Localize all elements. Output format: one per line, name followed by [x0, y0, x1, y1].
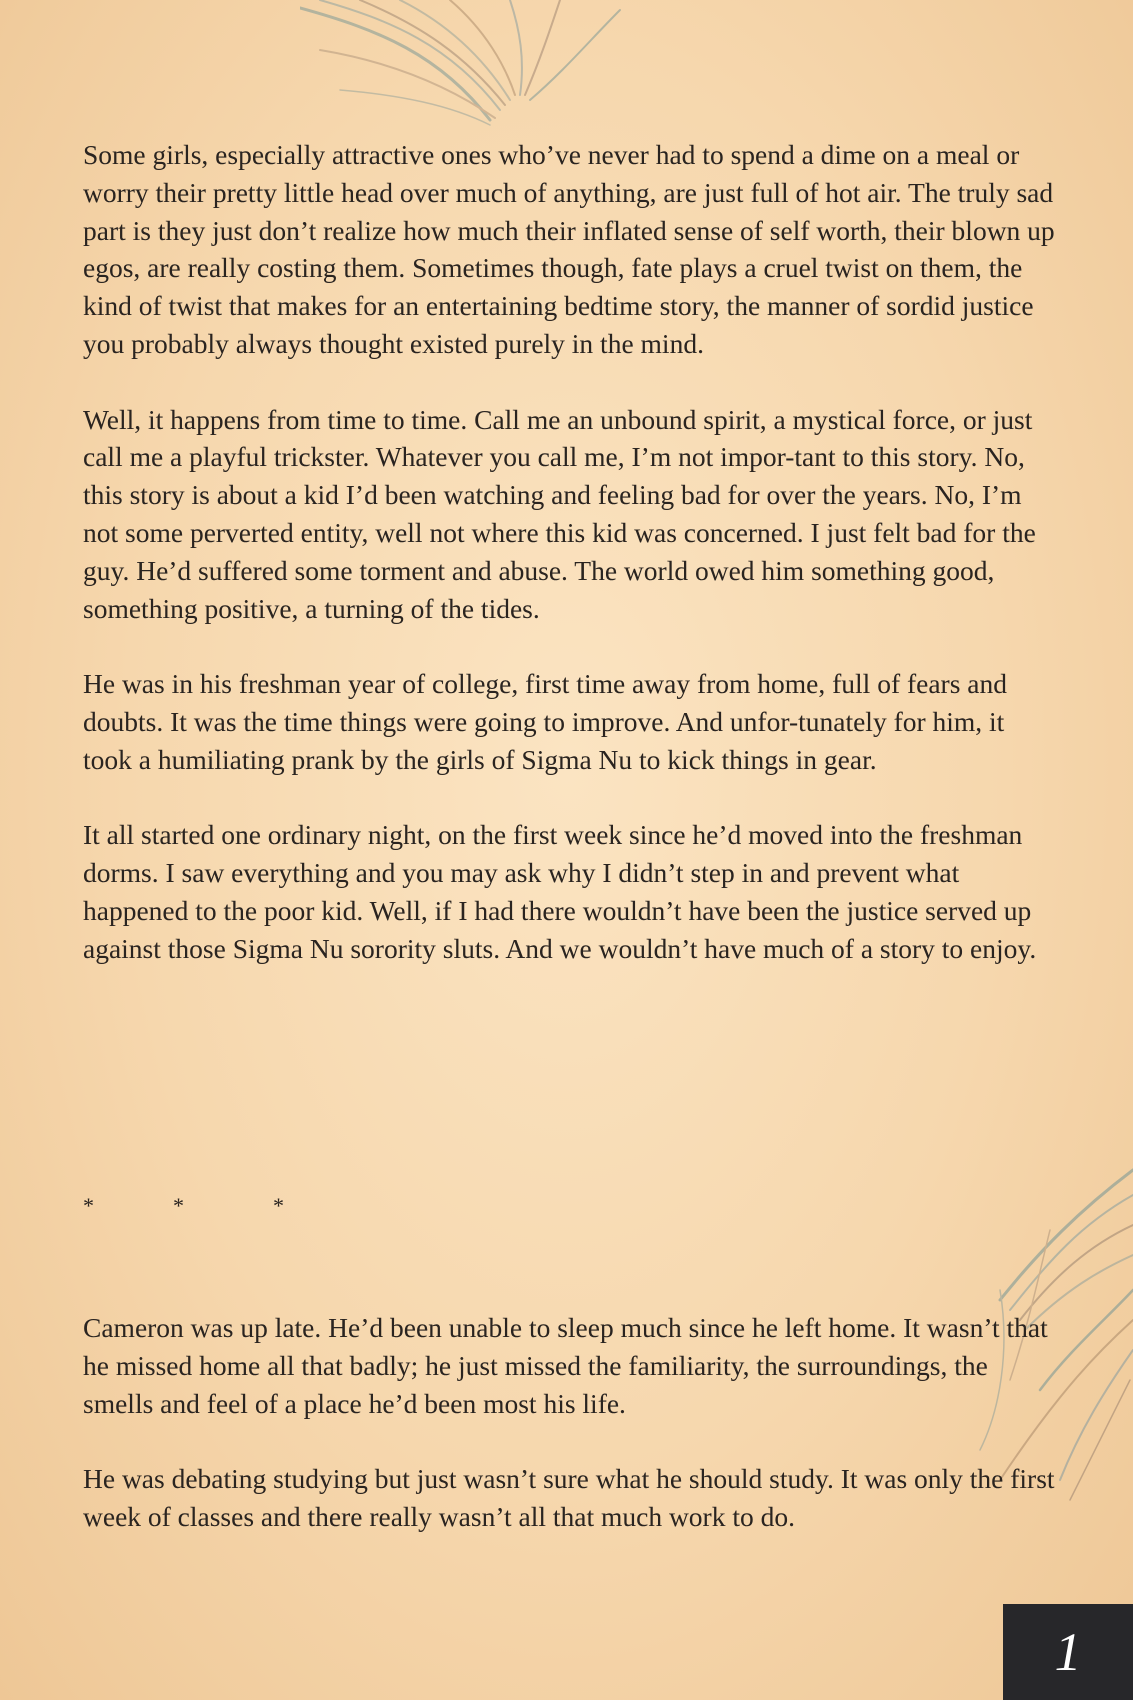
- feather-icon: [300, 0, 720, 150]
- paragraph: Cameron was up late. He’d been unable to sleep much since he left home. It wasn’t that he missed home all that badly; he just missed the familiarity, the surroundings, the smells and feel of a place he’d been most his life.: [83, 1312, 1048, 1419]
- paragraph: He was debating studying but just wasn’t sure what he should study. It was only the first week of classes and there really wasn’t all that much work to do.: [83, 1463, 1055, 1532]
- paragraph: Some girls, especially attractive ones who’ve never had to spend a dime on a meal or worry their pretty little head over much of anything, are just full of hot air. The truly sad part is they just don’t realize how much their inflated sense of self worth, their blown up egos, are really costing them. Sometimes though, fate plays a cruel twist on them, the kind of twist that makes for an entertaining bedtime story, the manner of sordid justice you probably always thought existed purely in the mind.: [83, 139, 1055, 359]
- story-text-intro: [83, 136, 1058, 968]
- section-break-asterisk: *: [83, 1193, 94, 1218]
- page-number: 1: [1054, 1622, 1082, 1682]
- paragraph: It all started one ordinary night, on the first week since he’d moved into the freshman dorms. I saw everything and you may ask why I didn’t step in and prevent what happened to the poor kid. Well, if I had there wouldn’t have been the justice served up against those Sigma Nu sorority sluts. And we wouldn’t have much of a story to enjoy.: [83, 819, 1037, 964]
- page-number-box: [1003, 1604, 1133, 1700]
- story-text-chapter: [83, 1309, 1058, 1536]
- paragraph: Well, it happens from time to time. Call me an unbound spirit, a mystical force, or just call me a playful trickster. Whatever you call me, I’m not impor-tant to this story. No, this story is about a kid I’d been watching and feeling bad for over the years. No, I’m not some perverted entity, well not where this kid was concerned. I just felt bad for the guy. He’d suffered some torment and abuse. The world owed him something good, something positive, a turning of the tides.: [83, 403, 1036, 624]
- paragraph: He was in his freshman year of college, first time away from home, full of fears and doubts. It was the time things were going to improve. And unfor-tunately for him, it took a humiliating prank by the girls of Sigma Nu to kick things in gear.: [83, 668, 1007, 775]
- section-break-asterisk: *: [173, 1193, 184, 1218]
- section-break-asterisk: *: [273, 1193, 284, 1218]
- section-break: [83, 1193, 303, 1217]
